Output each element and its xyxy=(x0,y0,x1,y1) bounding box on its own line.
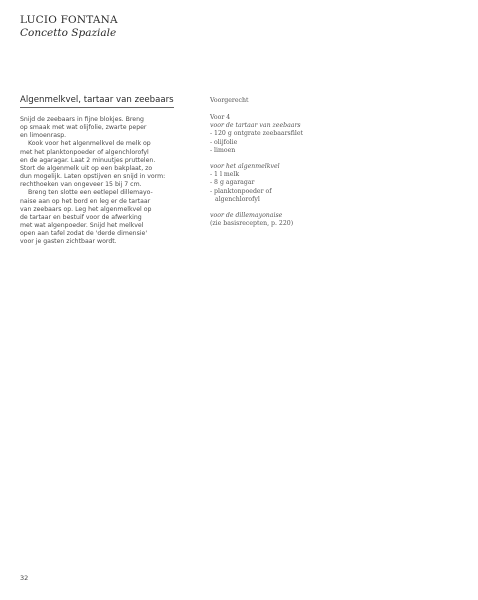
instruction-line: met wat algenpoeder. Snijd het melkvel xyxy=(20,222,144,230)
ingredient-item: - olijfolie xyxy=(210,138,238,146)
ingredient-group-heading: voor het algenmelkvel xyxy=(210,163,280,171)
instruction-line: open aan tafel zodat de 'derde dimensie' xyxy=(20,230,148,238)
group-spacer xyxy=(210,155,350,163)
instruction-line: rechthoeken van ongeveer 15 bij 7 cm. xyxy=(20,181,142,189)
instruction-line: en de agaragar. Laat 2 minuutjes pruttelen. xyxy=(20,156,156,164)
instruction-line: van zeebaars op. Leg het algenmelkvel op xyxy=(20,205,152,213)
instruction-line: met het planktonpoeder of algenchlorofyl xyxy=(20,148,149,156)
ingredient-item: - 1 l melk xyxy=(210,171,240,179)
ingredient-item: - 120 g ontgrate zeebaarsfilet xyxy=(210,130,303,138)
ingredient-group-heading: voor de dillemayonaise xyxy=(210,212,283,219)
artwork-title: Concetto Spaziale xyxy=(20,27,117,39)
instruction-line: dun mogelijk. Laten opstijven en snijd in vorm: xyxy=(20,173,166,181)
instruction-line: Kook voor het algenmelkvel de melk op xyxy=(28,140,151,148)
ingredients-column xyxy=(210,97,350,228)
recipe-title: Algenmelkvel, tartaar van zeebaars xyxy=(20,95,174,108)
instruction-line: en limoenrasp. xyxy=(20,132,67,140)
artist-name: LUCIO FONTANA xyxy=(20,14,118,26)
ingredient-item: - planktonpoeder of xyxy=(210,187,272,195)
instruction-line: Stort de algenmelk uit op een bakplaat, zo xyxy=(20,164,153,172)
ingredient-item: (zie basisrecepten, p. 220) xyxy=(210,220,294,228)
ingredient-item: - limoen xyxy=(210,146,236,154)
instruction-line: de tartaar en bestuif voor de afwerking xyxy=(20,213,142,221)
group-spacer xyxy=(210,204,350,212)
instruction-line: naise aan op het bord en leg er de tartaar xyxy=(20,197,151,205)
instruction-line: op smaak met wat olijfolie, zwarte peper xyxy=(20,124,147,132)
instruction-line: voor je gasten zichtbaar wordt. xyxy=(20,238,117,246)
servings-label: Voor 4 xyxy=(210,114,231,122)
page-number: 32 xyxy=(20,574,29,582)
course-label: Voorgerecht xyxy=(210,97,249,104)
page-header xyxy=(20,14,118,40)
ingredient-group-heading: voor de tartaar van zeebaars xyxy=(210,122,301,130)
ingredient-item: algenchlorofyl xyxy=(215,195,260,203)
recipe-instructions xyxy=(20,116,200,247)
ingredient-item: - 8 g agaragar xyxy=(210,179,255,187)
instruction-line: Snijd de zeebaars in fijne blokjes. Breng xyxy=(20,116,144,123)
instruction-line: Breng ten slotte een eetlepel dillemayo- xyxy=(28,189,153,197)
